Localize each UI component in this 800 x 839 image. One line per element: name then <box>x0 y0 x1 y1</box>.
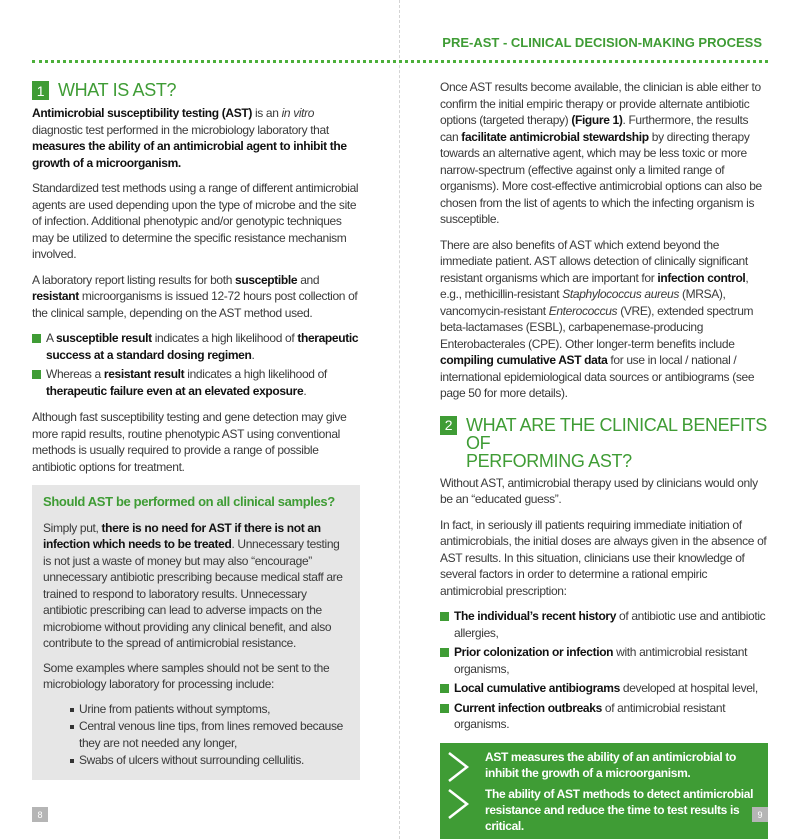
page-number: 9 <box>752 807 768 822</box>
paragraph: Without AST, antimicrobial therapy used by clinicians would only be an “educated guess”. <box>440 475 758 506</box>
paragraph: Some examples where samples should not be sent to the microbiology laboratory for processing include: <box>43 660 330 691</box>
list-item: Swabs of ulcers without surrounding cellulitis. <box>70 752 349 769</box>
key-point-text: The ability of AST methods to detect antimicrobial resistance and reduce the time to test results is critical. <box>485 786 754 833</box>
paragraph: In fact, in seriously ill patients requiring immediate initiation of antimicrobials, the initial doses are always given in the absence of AST results. In this situation, clinicians use their knowledge of several factors in order to determine a rational empiric antimicrobial prescription: <box>440 517 767 598</box>
paragraph: There are also benefits of AST which extend beyond the immediate patient. AST allows detection of clinically significant resistant organisms which are important for infection control, e.g., methicillin-resistant Staphylococcus aureus (MRSA), vancomycin-resistant Enterococcus (VRE), extended spectrum beta-lactamases (ESBL), carbapenemase-producing Enterobacterales (CPE). Other longer-term benefits include compiling cumulative AST data for use in local / national / international epidemiological data sources or antibiograms (see page 50 for more details). <box>440 237 755 400</box>
section-title: WHAT IS AST? <box>58 80 177 100</box>
sample-examples-list <box>43 701 349 769</box>
paragraph: A laboratory report listing results for both susceptible and resistant microorganisms is issued 12-72 hours post collection of the clinical sample, depending on the AST method used. <box>32 272 358 320</box>
section-number-badge: 2 <box>440 416 457 435</box>
key-points-box <box>440 743 768 839</box>
running-head: PRE-AST - CLINICAL DECISION-MAKING PROCESS <box>442 35 762 50</box>
list-item: Prior colonization or infection with antimicrobial resistant organisms, <box>440 644 768 677</box>
chevron-right-icon <box>446 788 470 820</box>
key-point <box>446 786 760 834</box>
paragraph: Once AST results become available, the clinician is able either to confirm the initial empiric therapy or provide alternate antibiotic options (targeted therapy) (Figure 1). Furthermore, the results can facilitate antimicrobial stewardship by directing therapy towards an alternative agent, which may be less toxic or more narrow-spectrum (effective against only a limited range of organisms). More cost-effective antimicrobial options can also be chosen from the list of agents to which the infecting organism is susceptible. <box>440 80 762 226</box>
left-column <box>32 81 360 780</box>
paragraph: Standardized test methods using a range of different antimicrobial agents are used depending upon the type of microbe and the site of infection. Additional phenotypic and/or genotypic techniques may be utilized to determine the specific resistance mechanism involved. <box>32 181 359 261</box>
page-number: 8 <box>32 807 48 822</box>
right-column <box>440 79 768 839</box>
result-bullet-list <box>32 330 360 399</box>
list-item: Urine from patients without symptoms, <box>70 701 349 718</box>
paragraph: Although fast susceptibility testing and gene detection may give more rapid results, routine phenotypic AST using conventional methods is usually required to provide a range of possible antibiotic options for treatment. <box>32 410 347 474</box>
list-item: A susceptible result indicates a high likelihood of therapeutic success at a standard dosing regimen. <box>32 330 360 363</box>
list-item: Whereas a resistant result indicates a high likelihood of therapeutic failure even at an elevated exposure. <box>32 366 360 399</box>
paragraph: Antimicrobial susceptibility testing (AST) is an in vitro diagnostic test performed in the microbiology laboratory that measures the ability of an antimicrobial agent to inhibit the growth of a microorganism. <box>32 106 347 170</box>
section-title: WHAT ARE THE CLINICAL BENEFITS OF PERFORMING AST? <box>466 414 767 471</box>
paragraph: Simply put, there is no need for AST if there is not an infection which needs to be treated. Unnecessary testing is not just a waste of money but may also “encourage” unnecessary antibiotic prescribing because medical staff are trained to respond to laboratory results. Unnecessary antibiotic prescribing can lead to adverse impacts on the microbiome without providing any clinical benefit, and also contribute to the spread of antimicrobial resistance. <box>43 520 343 650</box>
section-1-heading <box>32 81 360 100</box>
info-box-title: Should AST be performed on all clinical samples? <box>43 494 335 509</box>
chevron-right-icon <box>446 751 470 783</box>
key-point <box>446 749 760 783</box>
list-item: The individual’s recent history of antibiotic use and antibiotic allergies, <box>440 608 768 641</box>
list-item: Current infection outbreaks of antimicrobial resistant organisms. <box>440 700 768 733</box>
key-point-text: AST measures the ability of an antimicrobial to inhibit the growth of a microorganism. <box>485 749 736 780</box>
section-2-heading <box>440 416 768 470</box>
prescription-factors-list <box>440 608 768 733</box>
list-item: Central venous line tips, from lines removed because they are not needed any longer, <box>70 718 349 751</box>
section-number-badge: 1 <box>32 81 49 100</box>
info-box <box>32 485 360 780</box>
list-item: Local cumulative antibiograms developed at hospital level, <box>440 680 768 697</box>
